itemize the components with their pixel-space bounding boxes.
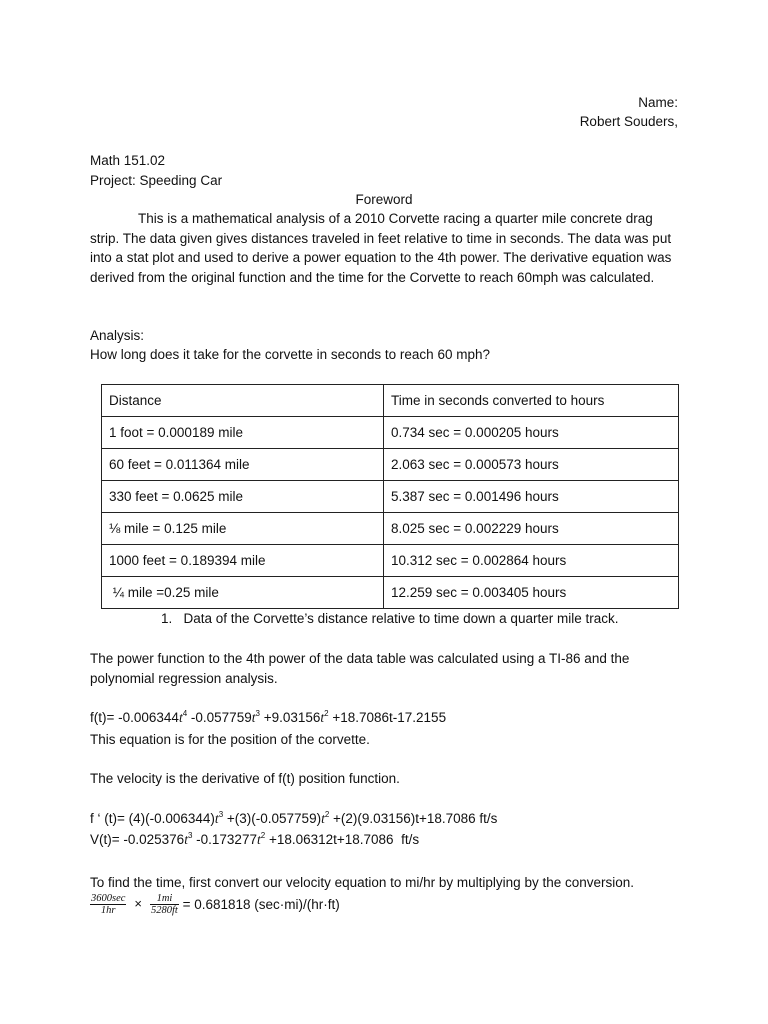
velocity-note: The velocity is the derivative of f(t) position function. xyxy=(90,771,400,786)
table-row xyxy=(102,545,679,577)
section-title: Foreword xyxy=(355,192,413,207)
table-row xyxy=(102,449,679,481)
table-header-cell: Distance xyxy=(102,385,384,417)
table-cell: 10.312 sec = 0.002864 hours xyxy=(384,545,679,577)
conversion-result: = 0.681818 (sec·mi)/(hr·ft) xyxy=(178,896,340,912)
table-cell: ¼ mile =0.25 mile xyxy=(102,577,384,609)
table-cell: ⅛ mile = 0.125 mile xyxy=(102,513,384,545)
conversion-equation xyxy=(90,893,340,916)
position-equation: $f(t)= -0.006344t^4$ $-0.057759t^3 +9.03156t^2 +18.7086t-17.2155$ xyxy=(90,709,447,725)
course-number: Math 151.02 xyxy=(90,153,166,168)
multiply-sign: × xyxy=(134,896,143,912)
question-text: How long does it take for the corvette in seconds to reach 60 mph? xyxy=(90,347,490,362)
table-cell: 60 feet = 0.011364 mile xyxy=(102,449,384,481)
foreword-paragraph: This is a mathematical analysis of a 2010 Corvette racing a quarter mile concrete drag strip. The data given gives distances traveled in feet relative to time in seconds. The data was put into a stat plot and used to derive a power equation to the 4th power. The derivative equation was derived from the original function and the time for the Corvette to reach 60mph was calculated. xyxy=(90,211,672,285)
table-row xyxy=(102,417,679,449)
conversion-text: To find the time, first convert our velocity equation to mi/hr by multiplying by the conversion. xyxy=(90,875,635,890)
project-title: Project: Speeding Car xyxy=(90,173,223,188)
table-header-row xyxy=(102,385,679,417)
table-cell: 5.387 sec = 0.001496 hours xyxy=(384,481,679,513)
table-cell: 330 feet = 0.0625 mile xyxy=(102,481,384,513)
table-cell: 1000 feet = 0.189394 mile xyxy=(102,545,384,577)
table-cell: 0.734 sec = 0.000205 hours xyxy=(384,417,679,449)
table-row xyxy=(102,513,679,545)
table-cell: 1 foot = 0.000189 mile xyxy=(102,417,384,449)
velocity-equation: $V(t)= -0.025376t^3$ $-0.173277t^2 +18.06312t+18.7086$ ft/s xyxy=(90,831,420,847)
table-cell: 2.063 sec = 0.000573 hours xyxy=(384,449,679,481)
conversion-fraction-1: $\frac{3600\sec}{1hr}$ xyxy=(91,893,126,916)
position-note: This equation is for the position of the corvette. xyxy=(90,732,370,747)
conversion-fraction-2: $\frac{1mi}{5280ft}$ xyxy=(151,893,178,916)
name-label: Name: xyxy=(638,95,678,110)
table-caption: 1. Data of the Corvette’s distance relative to time down a quarter mile track. xyxy=(161,611,619,626)
analysis-label: Analysis: xyxy=(90,328,145,343)
derivative-equation: f ‘ $(t)= (4)(-0.006344)t^3 +(3)(-0.057759)t^2 +(2)(9.03156)t+18.7086$ ft/s xyxy=(90,810,498,826)
table-row xyxy=(102,577,679,609)
data-table xyxy=(101,384,679,609)
author-name: Robert Souders, xyxy=(579,114,678,129)
table-row xyxy=(102,481,679,513)
table-cell: 8.025 sec = 0.002229 hours xyxy=(384,513,679,545)
table-header-cell: Time in seconds converted to hours xyxy=(384,385,679,417)
table-cell: 12.259 sec = 0.003405 hours xyxy=(384,577,679,609)
power-function-paragraph: The power function to the 4th power of the data table was calculated using a TI-86 and the polynomial regression analysis. xyxy=(90,651,630,686)
